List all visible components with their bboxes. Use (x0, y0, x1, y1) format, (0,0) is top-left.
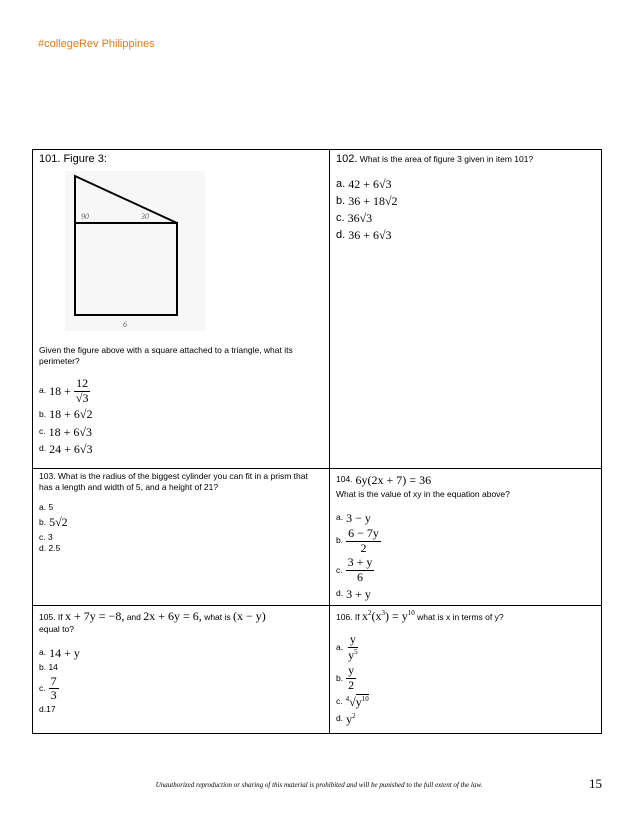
q106-option-b: b. $\frac{y}{2}$ (336, 663, 355, 692)
q103-question: 103. What is the radius of the biggest cylinder you can fit in a prism that has a length and width of 5, and a height of 21? (39, 471, 308, 493)
cell-q102 (330, 150, 602, 469)
q101-option-b: b. 18 + 6√2 (39, 407, 93, 422)
side-label-6: 6 (123, 319, 127, 329)
q103-option-c: c. 3 (39, 531, 53, 542)
page-number: 15 (589, 776, 602, 791)
q104-option-c: c. $\frac{3 + y}{6}$ (336, 555, 373, 585)
q104-option-d: d. 3 + y (336, 587, 371, 602)
q102-option-d: d. 36 + 6√3 (336, 228, 392, 243)
q106-question: 106. If $x^2(x^3) = y^{10}$ what is x in terms of y? (336, 609, 504, 624)
q106-option-d: d. $y^2$ (336, 711, 356, 726)
q102-option-b: b. 36 + 18√2 (336, 194, 398, 209)
q103-option-d: d. 2.5 (39, 543, 61, 554)
q106-option-c: c. $^4√y^{10}$ (336, 694, 369, 709)
q104-option-b: b. $\frac{6 - 7y}{2}$ (336, 525, 379, 555)
angle-label-30: 30 (141, 211, 149, 221)
header-brand: #collegeRev Philippines (38, 38, 155, 50)
figure-3 (65, 171, 205, 331)
q101-option-c: c. 18 + 6√3 (39, 424, 92, 439)
q103-option-a: a. 5 (39, 501, 54, 512)
q105-option-d: d.17 (39, 704, 56, 715)
q101-title: 101. Figure 3: (39, 153, 107, 165)
q101-option-d: d. 24 + 6√3 (39, 441, 93, 456)
cell-q104 (330, 469, 602, 606)
q106-option-a: a. $\frac{y}{y^5}$ (336, 632, 358, 663)
q102-question: 102. What is the area of figure 3 given in item 101? (336, 153, 534, 165)
q104-question: What is the value of xy in the equation above? (336, 489, 510, 500)
q101-question: Given the figure above with a square attached to a triangle, what its perimeter? (39, 344, 293, 367)
q101-option-a: a. 18 + $\frac{12}{√3}$ (39, 375, 89, 405)
q105-question: 105. If x + 7y = −8, and 2x + 6y = 6, what is (x − y) equal to? (39, 609, 266, 635)
q105-option-c: c. $\frac{7}{3}$ (39, 673, 57, 703)
question-table (32, 149, 602, 734)
angle-label-90: 90 (81, 211, 89, 221)
cell-q105 (33, 606, 330, 734)
footer-disclaimer: Unauthorized reproduction or sharing of this material is prohibited and will be punished to the full extent of the law. (155, 781, 483, 789)
q103-option-b: b. 5√2 (39, 515, 68, 530)
q105-option-b: b. 14 (39, 662, 58, 673)
q104-option-a: a. 3 − y (336, 510, 371, 525)
cell-q103 (33, 469, 330, 606)
q102-option-a: a. 42 + 6√3 (336, 176, 392, 191)
q102-option-c: c. 36√3 (336, 211, 373, 226)
cell-q101 (33, 150, 330, 469)
cell-q106 (330, 606, 602, 734)
q105-option-a: a. 14 + y (39, 645, 80, 660)
q104-equation: 104. 6y(2x + 7) = 36 (336, 473, 432, 487)
